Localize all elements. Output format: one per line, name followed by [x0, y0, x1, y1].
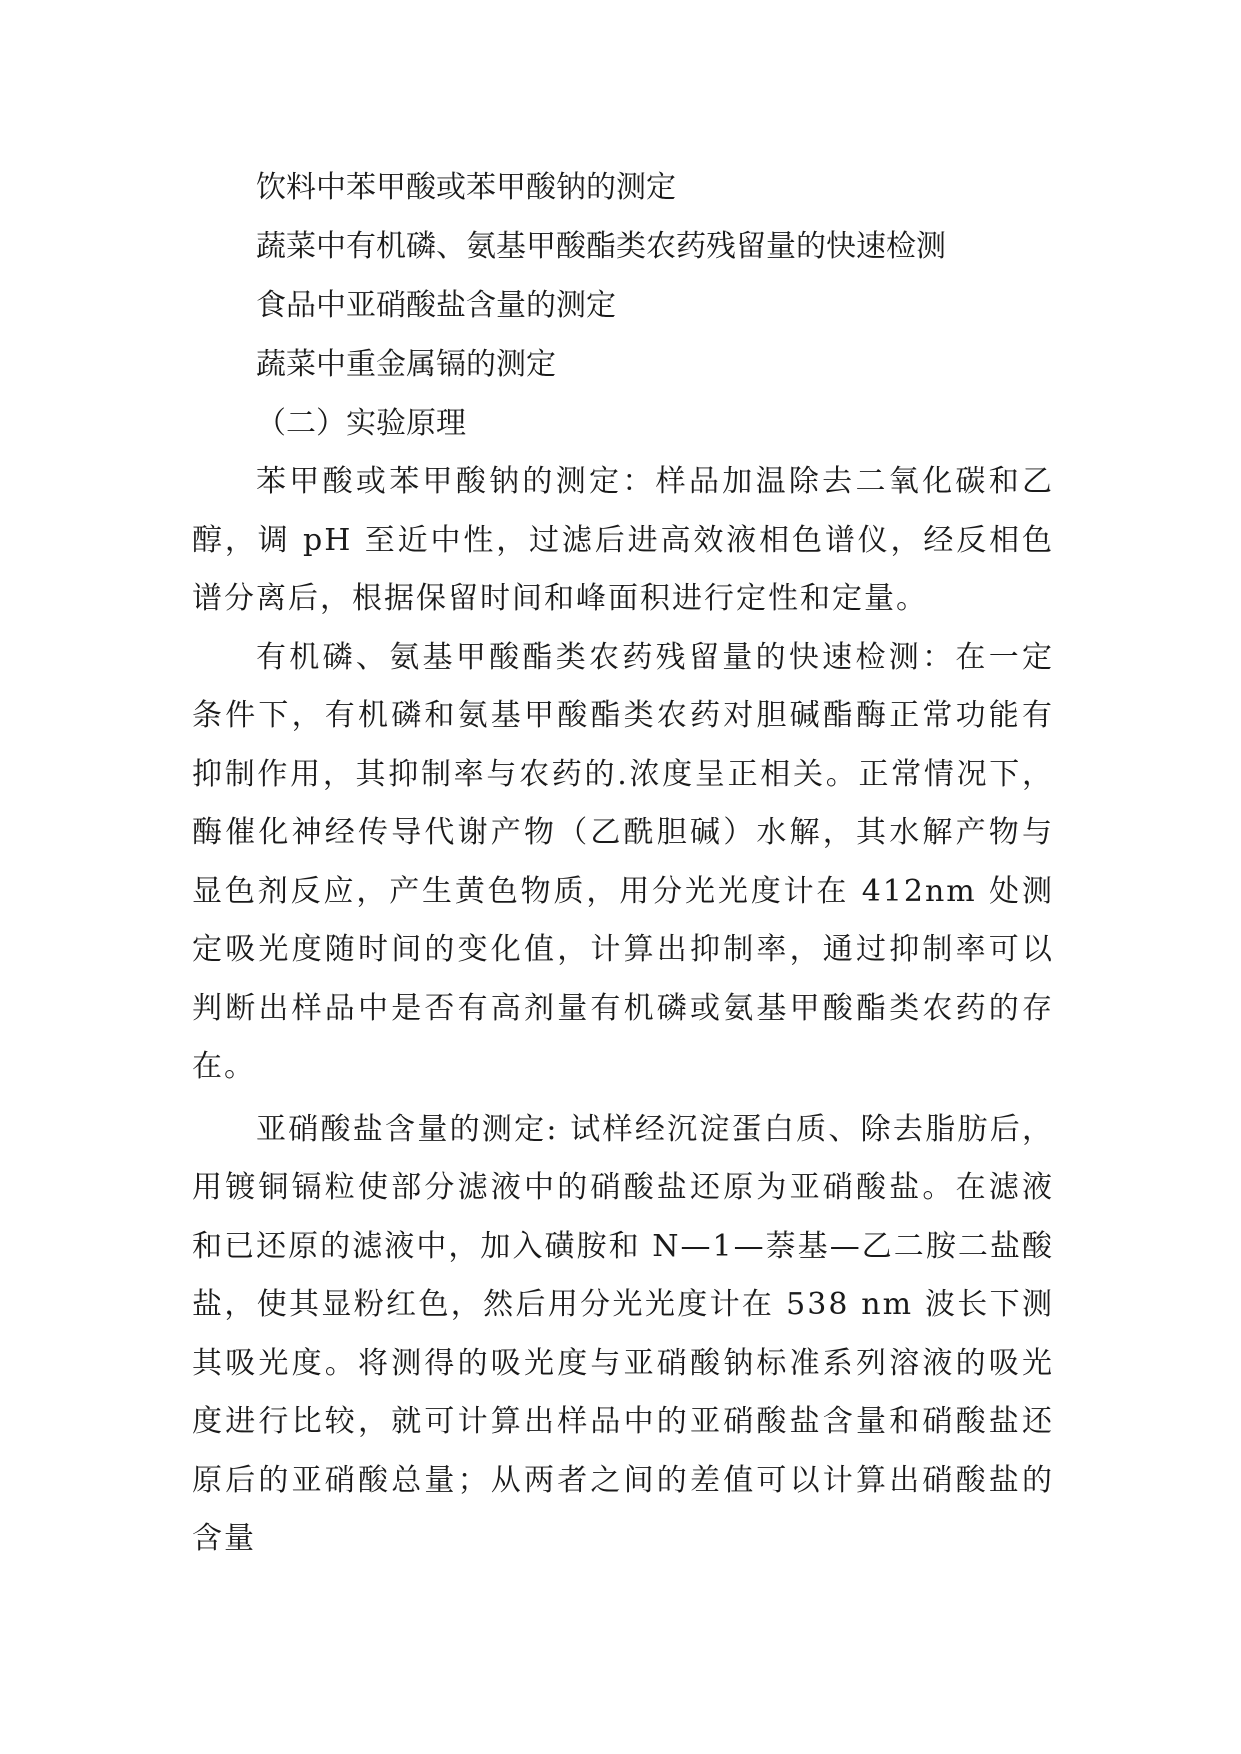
paragraph-pesticide-residue: 有机磷、氨基甲酸酯类农药残留量的快速检测：在一定条件下，有机磷和氨基甲酸酯类农药对胆碱酯酶正常功能有抑制作用，其抑制率与农药的.浓度呈正相关。正常情况下，酶催化神经传导代谢产物（乙酰胆碱）水解，其水解产物与显色剂反应，产生黄色物质，用分光光度计在 412nm 处测定吸光度随时间的变化值，计算出抑制率，通过抑制率可以判断出样品中是否有高剂量有机磷或氨基甲酸酯类农药的存在。	[192, 639, 1054, 1084]
list-item-nitrite: 食品中亚硝酸盐含量的测定	[256, 288, 616, 323]
list-item-benzoic-acid: 饮料中苯甲酸或苯甲酸钠的测定	[256, 170, 676, 205]
document-page	[192, 158, 1054, 1569]
section-heading: （二）实验原理	[256, 406, 466, 441]
list-item-pesticide-residue: 蔬菜中有机磷、氨基甲酸酯类农药残留量的快速检测	[256, 229, 946, 264]
paragraph-nitrite: 亚硝酸盐含量的测定: 试样经沉淀蛋白质、除去脂肪后，用镀铜镉粒使部分滤液中的硝酸盐还原为亚硝酸盐。在滤液和已还原的滤液中，加入磺胺和 N—1—萘基—乙二胺二盐酸盐，使其显粉红色，然后用分光光度计在 538 nm 波长下测其吸光度。将测得的吸光度与亚硝酸钠标准系列溶液的吸光度进行比较，就可计算出样品中的亚硝酸盐含量和硝酸盐还原后的亚硝酸总量；从两者之间的差值可以计算出硝酸盐的含量	[192, 1111, 1054, 1556]
list-item-cadmium: 蔬菜中重金属镉的测定	[256, 347, 556, 382]
paragraph-benzoic-acid: 苯甲酸或苯甲酸钠的测定：样品加温除去二氧化碳和乙醇，调 pH 至近中性，过滤后进高效液相色谱仪，经反相色谱分离后，根据保留时间和峰面积进行定性和定量。	[192, 464, 1054, 616]
